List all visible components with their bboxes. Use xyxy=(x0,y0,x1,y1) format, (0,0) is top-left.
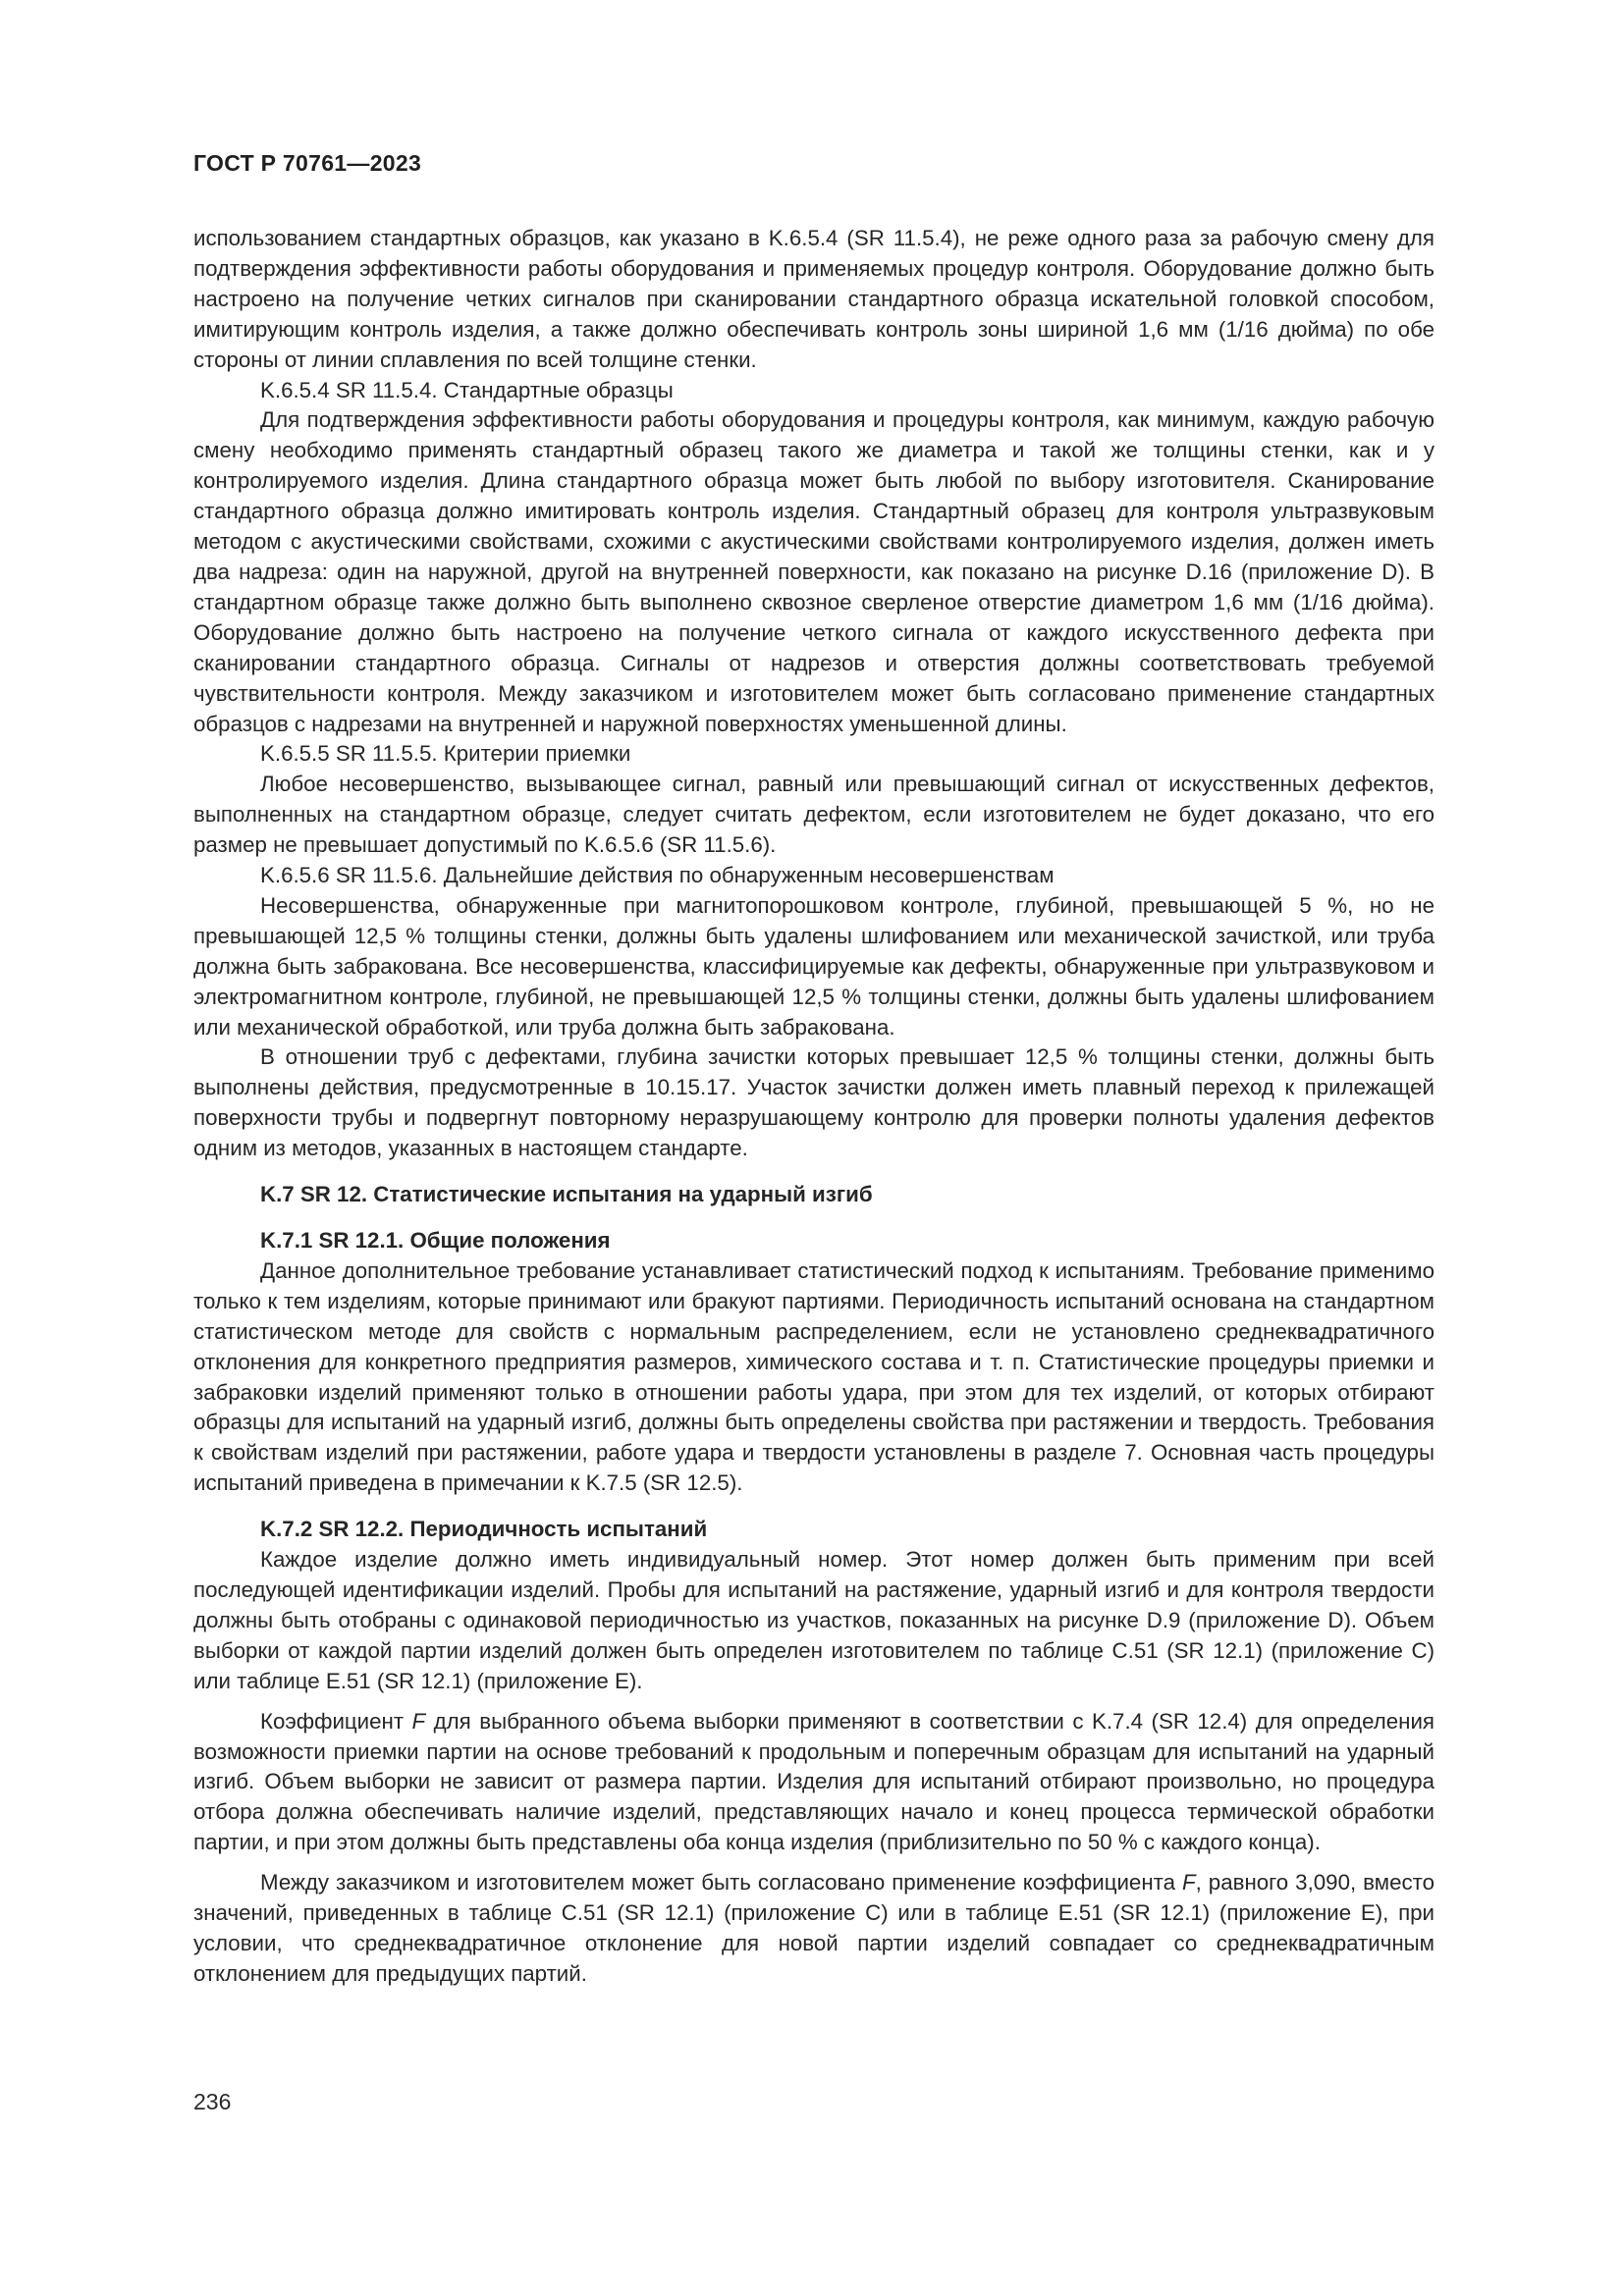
paragraph-imperfections: Несовершенства, обнаруженные при магнитопорошковом контроле, глубиной, превышающей 5 %, но не превышающей 12,5 % толщины стенки, должны быть удалены шлифованием или механической зачисткой, или труба должна быть забракована. Все несовершенства, классифицируемые как дефекты, обнаруженные при ультразвуковом и электромагнитном контроле, глубиной, не превышающей 12,5 % толщины стенки, должны быть удалены шлифованием или механической обработкой, или труба должна быть забракована. xyxy=(193,892,1435,1040)
paragraph-defect-grinding: В отношении труб с дефектами, глубина зачистки которых превышает 12,5 % толщины стенки, должны быть выполнены действия, предусмотренные в 10.15.17. Участок зачистки должен иметь плавный переход к прилежащей поверхности трубы и подвергнут повторному неразрушающему контролю для проверки полноты удаления дефектов одним из методов, указанных в настоящем стандарте. xyxy=(193,1044,1435,1161)
page-number: 236 xyxy=(193,2089,232,2114)
italic-symbol-f: F xyxy=(1181,1870,1196,1896)
text-run: Между заказчиком и изготовителем может быть согласовано применение коэффициента xyxy=(260,1870,1182,1896)
text-run: Коэффициент xyxy=(260,1708,412,1734)
paragraph-coefficient-f xyxy=(193,1707,1435,1859)
paragraph-agreed-coefficient xyxy=(193,1868,1435,1990)
paragraph-acceptance-criteria: Любое несовершенство, вызывающее сигнал, равный или превышающий сигнал от искусственных дефектов, выполненных на стандартном образце, следует считать дефектом, если изготовителем не будет доказано, что его размер не превышает допустимый по K.6.5.6 (SR 11.5.6). xyxy=(193,772,1435,858)
text-run: для выбранного объема выборки применяют в соответствии с K.7.4 (SR 12.4) для определения возможности приемки партии на основе требований к продольным и поперечным образцам для испытаний на ударный изгиб. Объем выборки не зависит от размера партии. Изделия для испытаний отбирают произвольно, но процедура отбора должна обеспечивать наличие изделий, представляющих начало и конец процесса термической обработки партии, и при этом должны быть представлены оба конца изделия (приблизительно по 50 % с каждого конца). xyxy=(193,1708,1435,1855)
paragraph-sample-identification: Каждое изделие должно иметь индивидуальный номер. Этот номер должен быть применим при всей последующей идентификации изделий. Пробы для испытаний на растяжение, ударный изгиб и для контроля твердости должны быть отобраны с одинаковой периодичностью из участков, показанных на рисунке D.9 (приложение D). Объем выборки от каждой партии изделий должен быть определен изготовителем по таблице C.51 (SR 12.1) (приложение C) или таблице E.51 (SR 12.1) (приложение E). xyxy=(193,1547,1435,1693)
document-header: ГОСТ Р 70761—2023 xyxy=(193,150,422,176)
italic-symbol-f: F xyxy=(411,1708,426,1734)
section-heading-k7: K.7 SR 12. Статистические испытания на ударный изгиб xyxy=(260,1182,873,1207)
subclause-heading-k655: K.6.5.5 SR 11.5.5. Критерии приемки xyxy=(260,741,631,767)
subclause-heading-k654: K.6.5.4 SR 11.5.4. Стандартные образцы xyxy=(260,377,674,402)
paragraph-reference-samples: Для подтверждения эффективности работы оборудования и процедуры контроля, как минимум, каждую рабочую смену необходимо применять стандартный образец такого же диаметра и такой же толщины стенки, как и у контролируемого изделия. Длина стандартного образца может быть любой по выбору изготовителя. Сканирование стандартного образца должно имитировать контроль изделия. Стандартный образец для контроля ультразвуковым методом с акустическими свойствами, схожими с акустическими свойствами контролируемого изделия, должен иметь два надреза: один на наружной, другой на внутренней поверхности, как показано на рисунке D.16 (приложение D). В стандартном образце также должно быть выполнено сквозное сверленое отверстие диаметром 1,6 мм (1/16 дюйма). Оборудование должно быть настроено на получение четкого сигнала от каждого искусственного дефекта при сканировании стандартного образца. Сигналы от надрезов и отверстия должны соответствовать требуемой чувствительности контроля. Между заказчиком и изготовителем может быть согласовано применение стандартных образцов с надрезами на внутренней и наружной поверхностях уменьшенной длины. xyxy=(193,407,1435,736)
paragraph-general-provisions: Данное дополнительное требование устанавливает статистический подход к испытаниям. Требование применимо только к тем изделиям, которые принимают или бракуют партиями. Периодичность испытаний основана на стандартном статистическом методе для свойств с нормальным распределением, если не установлено среднеквадратичного отклонения для конкретного предприятия размеров, химического состава и т. п. Статистические процедуры приемки и забраковки изделий применяют только в отношении работы удара, при этом для тех изделий, от которых отбирают образцы для испытаний на ударный изгиб, должны быть определены свойства при растяжении и твердость. Требования к свойствам изделий при растяжении, работе удара и твердости установлены в разделе 7. Основная часть процедуры испытаний приведена в примечании к K.7.5 (SR 12.5). xyxy=(193,1257,1435,1496)
paragraph-continuation: использованием стандартных образцов, как указано в K.6.5.4 (SR 11.5.4), не реже одного раза за рабочую смену для подтверждения эффективности работы оборудования и применяемых процедур контроля. Оборудование должно быть настроено на получение четких сигналов при сканировании стандартного образца искательной головкой способом, имитирующим контроль изделия, а также должно обеспечивать контроль зоны шириной 1,6 мм (1/16 дюйма) по обе стороны от линии сплавления по всей толщине стенки. xyxy=(193,226,1435,372)
section-heading-k71: K.7.1 SR 12.1. Общие положения xyxy=(260,1228,611,1253)
document-body xyxy=(193,224,1435,1990)
subclause-heading-k656: K.6.5.6 SR 11.5.6. Дальнейшие действия по обнаруженным несовершенствам xyxy=(260,863,1055,888)
text-run: , равного 3,090, вместо значений, приведенных в таблице C.51 (SR 12.1) (приложение C) или в таблице E.51 (SR 12.1) (приложение E), при условии, что среднеквадратичное отклонение для новой партии изделий совпадает со среднеквадратичным отклонением для предыдущих партий. xyxy=(193,1870,1435,1986)
section-heading-k72: K.7.2 SR 12.2. Периодичность испытаний xyxy=(260,1517,708,1542)
